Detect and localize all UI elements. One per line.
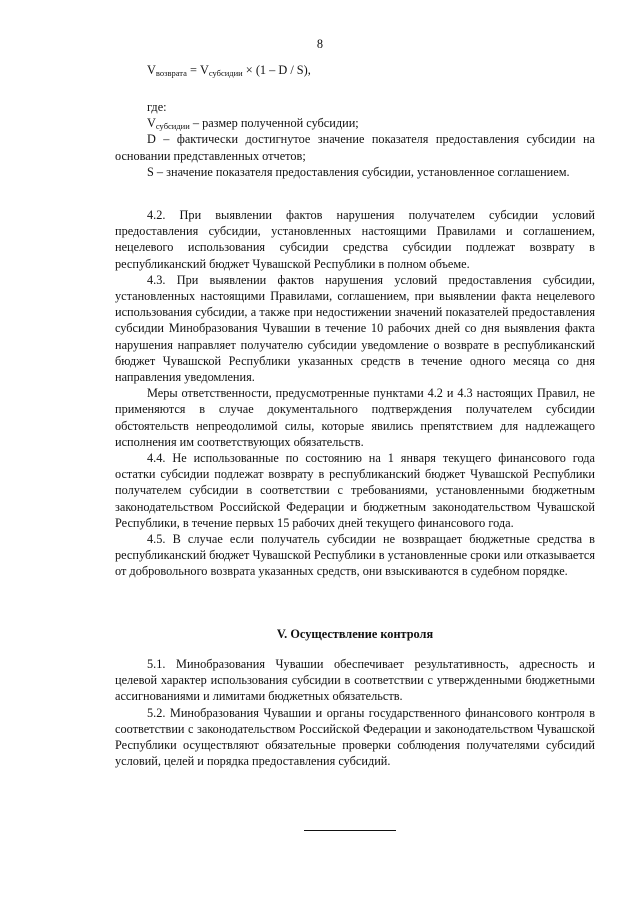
formula-equals: = — [186, 63, 200, 77]
definition-v-sub: субсидии — [155, 121, 190, 132]
formula-v2-sub: субсидии — [208, 68, 243, 78]
definition-v-text: – размер полученной субсидии; — [189, 116, 359, 131]
section-5-paragraphs — [115, 656, 595, 769]
paragraph-4-4: 4.4. Не использованные по состоянию на 1 января текущего финансового года остатки субсидии подлежат возврату в республиканский бюджет Чувашской Республики получателем субсидии в соответствии с требованиями, установленными бюджетным законодательством Российской Федерации и бюджетным законодательством Чувашской Республики, в течение первых 15 рабочих дней текущего финансового года. — [115, 451, 595, 530]
formula-v2: V — [199, 63, 209, 77]
paragraph-5-1: 5.1. Минобразования Чувашии обеспечивает результативность, адресность и целевой характер использования субсидии в соответствии с утвержденными бюджетными ассигнованиями и лимитами бюджетных обязательств. — [115, 657, 595, 704]
closing-rule — [304, 830, 396, 831]
paragraph-liability: Меры ответственности, предусмотренные пунктами 4.2 и 4.3 настоящих Правил, не применяются в случае документального подтверждения получателем субсидии обстоятельств непреодолимой силы, которые явились препятствием для надлежащего исполнения им соответствующих обязательств. — [115, 386, 595, 449]
paragraph-4-3: 4.3. При выявлении фактов нарушения условий предоставления субсидии, установленных настоящими Правилами, соглашением, при выявлении факта нецелевого использования субсидии, а также при недостижении значений показателей предоставления субсидии Минобразования Чувашии в течение 10 рабочих дней со дня выявления факта нарушения направляет получателю субсидии уведомление о возврате в республиканский бюджет Чувашской Республики указанных средств в течение одного месяца со дня направления уведомления. — [115, 272, 595, 385]
paragraph-4-5: 4.5. В случае если получатель субсидии не возвращает бюджетные средства в республиканский бюджет Чувашской Республики в установленные сроки или отказывается от добровольного возврата указанных средств, они взыскиваются в судебном порядке. — [115, 532, 595, 579]
section-4-paragraphs — [115, 207, 595, 580]
paragraph-5-2: 5.2. Минобразования Чувашии и органы государственного финансового контроля в соответствии с законодательством Российской Федерации и законодательством Чувашской Республики осуществляют обязательные проверки соблюдения получателями субсидий условий, целей и порядка предоставления субсидий. — [115, 705, 595, 769]
formula-v1: V — [147, 63, 156, 77]
paragraph-4-2: 4.2. При выявлении фактов нарушения получателем субсидии условий предоставления субсидии, установленных настоящими Правилами и соглашением, нецелевого использования субсидии средства субсидии подлежат возврату в республиканский бюджет Чувашской Республики в полном объеме. — [115, 208, 595, 271]
definition-v-symbol: V — [147, 116, 156, 131]
definition-d: D – фактически достигнутое значение показателя предоставления субсидии на основании представленных отчетов; — [115, 132, 595, 163]
where-label: где: — [147, 100, 167, 114]
formula-rest: × (1 – D / S), — [242, 63, 311, 77]
refund-formula — [147, 62, 311, 78]
formula-definitions — [115, 99, 595, 180]
page-number: 8 — [316, 37, 324, 51]
definition-s: S – значение показателя предоставления субсидии, установленное соглашением. — [147, 164, 570, 179]
formula-v1-sub: возврата — [155, 68, 187, 78]
definition-v — [115, 115, 595, 131]
section-heading: V. Осуществление контроля — [276, 627, 434, 641]
